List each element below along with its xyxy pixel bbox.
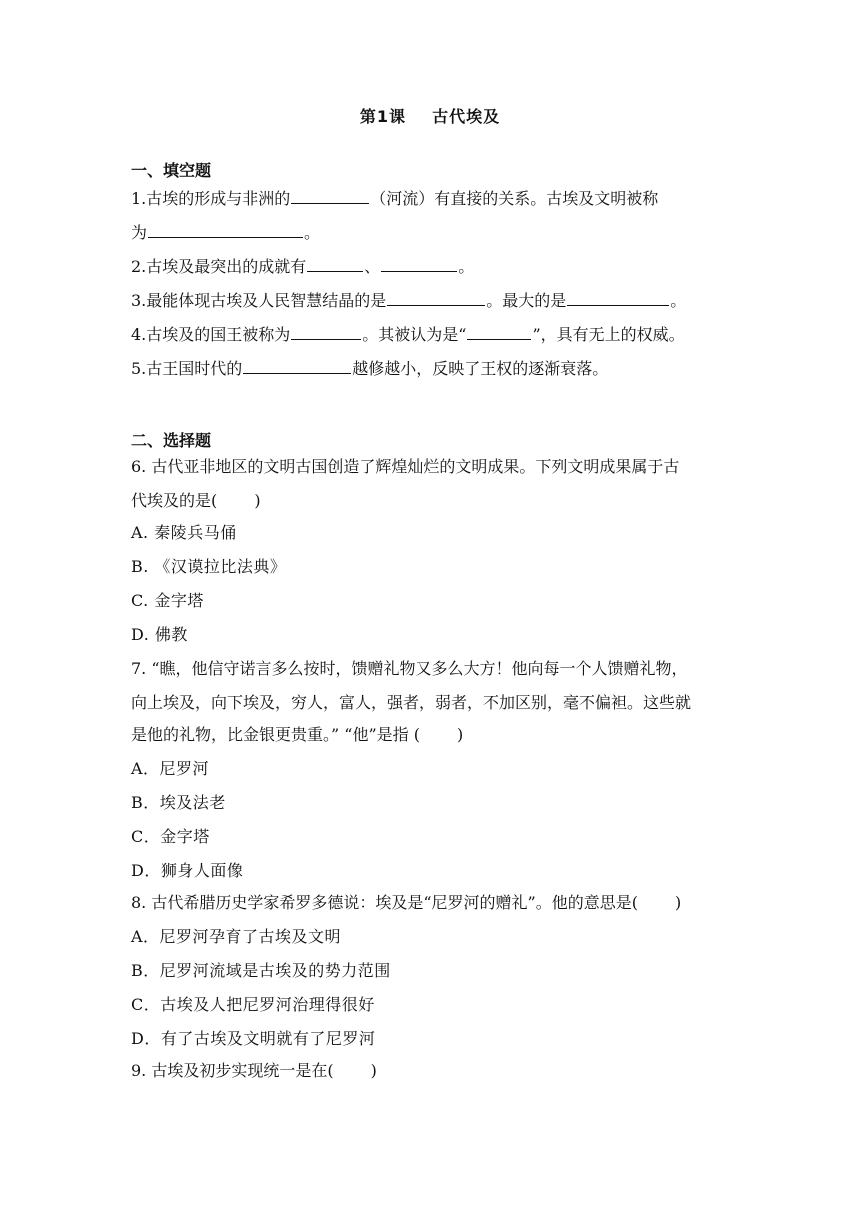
section-heading-fill-blank: 一、填空题: [131, 161, 212, 180]
answer-blank: [567, 290, 669, 306]
page-title: [0, 104, 860, 127]
question-8-option-c[interactable]: C．古埃及人把尼罗河治理得很好: [131, 995, 375, 1014]
question-7-option-c[interactable]: C．金字塔: [131, 827, 210, 846]
answer-blank: [291, 324, 361, 340]
question-1-line-2: 为 。: [131, 223, 321, 242]
answer-blank: [381, 256, 457, 272]
question-7-option-a[interactable]: A．尼罗河: [131, 759, 210, 778]
question-8-line-1: 8. 古代希腊历史学家希罗多德说：埃及是“尼罗河的赠礼”。他的意思是( ): [131, 893, 682, 912]
section-heading-multiple-choice: 二、选择题: [131, 431, 212, 450]
question-8-option-b[interactable]: B．尼罗河流域是古埃及的势力范围: [131, 961, 391, 980]
answer-blank: [467, 324, 531, 340]
question-6-line-1: 6. 古代亚非地区的文明古国创造了辉煌灿烂的文明成果。下列文明成果属于古: [131, 457, 680, 476]
question-7-option-d[interactable]: D．狮身人面像: [131, 861, 244, 880]
question-6-option-b[interactable]: B. 《汉谟拉比法典》: [131, 557, 287, 576]
answer-blank: [243, 358, 351, 374]
lesson-name: 古代埃及: [432, 107, 501, 126]
question-8-option-d[interactable]: D．有了古埃及文明就有了尼罗河: [131, 1029, 376, 1048]
question-2: 2.古埃及最突出的成就有 、 。: [131, 257, 475, 276]
question-3: 3.最能体现古埃及人民智慧结晶的是 。最大的是 。: [131, 291, 687, 310]
answer-blank: [291, 188, 369, 204]
question-7-line-2: 向上埃及，向下埃及，穷人，富人，强者，弱者，不加区别，毫不偏袒。这些就: [131, 693, 692, 712]
answer-blank: [387, 290, 485, 306]
question-1-line-1: 1.古埃的形成与非洲的 （河流）有直接的关系。古埃及文明被称: [131, 189, 659, 208]
question-7-option-b[interactable]: B．埃及法老: [131, 793, 226, 812]
question-6-option-d[interactable]: D. 佛教: [131, 625, 188, 644]
question-6-option-a[interactable]: A. 秦陵兵马俑: [131, 523, 237, 542]
question-8-option-a[interactable]: A．尼罗河孕育了古埃及文明: [131, 927, 342, 946]
lesson-number: 第1课: [359, 107, 407, 126]
question-6-line-2: 代埃及的是( ): [131, 491, 261, 510]
question-4: 4.古埃及的国王被称为 。其被认为是“ ”，具有无上的权威。: [131, 325, 685, 344]
question-7-line-3: 是他的礼物，比金银更贵重。” “他”是指 ( ): [131, 725, 464, 744]
answer-blank: [307, 256, 363, 272]
answer-blank: [148, 222, 303, 238]
question-9-line-1: 9. 古埃及初步实现统一是在( ): [131, 1061, 377, 1080]
question-5: 5.古王国时代的 越修越小，反映了王权的逐渐衰落。: [131, 359, 609, 378]
question-7-line-1: 7. “瞧，他信守诺言多么按时，馈赠礼物又多么大方！他向每一个人馈赠礼物，: [131, 659, 688, 678]
question-6-option-c[interactable]: C. 金字塔: [131, 591, 204, 610]
